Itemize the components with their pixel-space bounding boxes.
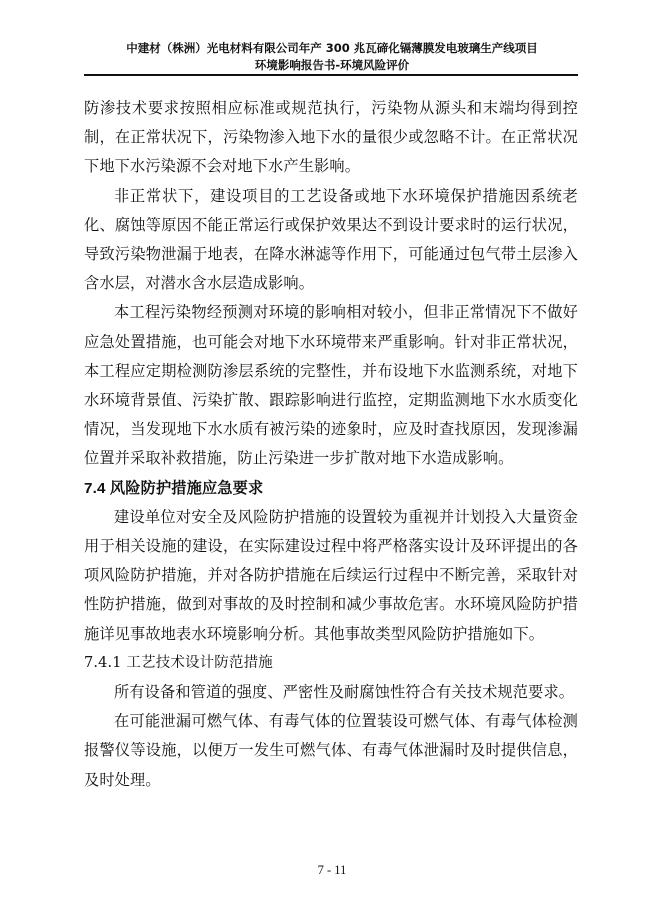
paragraph-abnormal-condition: 非正常状下，建设项目的工艺设备或地下水环境保护措施因系统老化、腐蚀等原因不能正常运行或保护效果达不到设计要求时的运行状况，导致污染物泄漏于地表，在降水淋滤等作用下，可能通过包气带土层渗入含水层，对潜水含水层造成影响。 <box>84 186 578 293</box>
page-header <box>84 40 580 74</box>
header-report-title: 环境影响报告书-环境风险评价 <box>254 58 410 72</box>
header-divider <box>84 74 578 76</box>
paragraph-monitoring: 本工程污染物经预测对环境的影响相对较小，但非正常情况下不做好应急处置措施，也可能会对地下水环境带来严重影响。针对非正常状况，本工程应定期检测防渗层系统的完整性，并布设地下水监测系统，对地下水环境背景值、污染扩散、跟踪影响进行监控，定期监测地下水水质变化情况，当发现地下水水质有被污染的迹象时，应及时查找原因，发现渗漏位置并采取补救措施，防止污染进一步扩散对地下水造成影响。 <box>84 303 578 468</box>
section-heading: 7.4 风险防护措施应急要求 <box>84 479 264 497</box>
header-project-title: 中建材（株洲）光电材料有限公司年产 300 兆瓦碲化镉薄膜发电玻璃生产线项目 <box>126 41 538 55</box>
page-number: 7 - 11 <box>317 863 347 877</box>
paragraph-gas-detection: 在可能泄漏可燃气体、有毒气体的位置装设可燃气体、有毒气体检测报警仪等设施，以便万一发生可燃气体、有毒气体泄漏时及时提供信息，及时处理。 <box>84 712 578 789</box>
paragraph-equipment-requirements: 所有设备和管道的强度、严密性及耐腐蚀性符合有关技术规范要求。 <box>114 683 575 702</box>
document-body <box>84 94 578 795</box>
paragraph-risk-protection: 建设单位对安全及风险防护措施的设置较为重视并计划投入大量资金用于相关设施的建设，在实际建设过程中将严格落实设计及环评提出的各项风险防护措施，并对各防护措施在后续运行过程中不断完善，采取针对性防护措施，做到对事故的及时控制和减少事故危害。水环境风险防护措施详见事故地表水环境影响分析。其他事故类型风险防护措施如下。 <box>84 507 578 643</box>
subsection-heading: 7.4.1 工艺技术设计防范措施 <box>84 654 273 671</box>
paragraph-seepage-control: 防渗技术要求按照相应标准或规范执行，污染物从源头和末端均得到控制，在正常状况下，污染物渗入地下水的量很少或忽略不计。在正常状况下地下水污染源不会对地下水产生影响。 <box>84 99 578 176</box>
